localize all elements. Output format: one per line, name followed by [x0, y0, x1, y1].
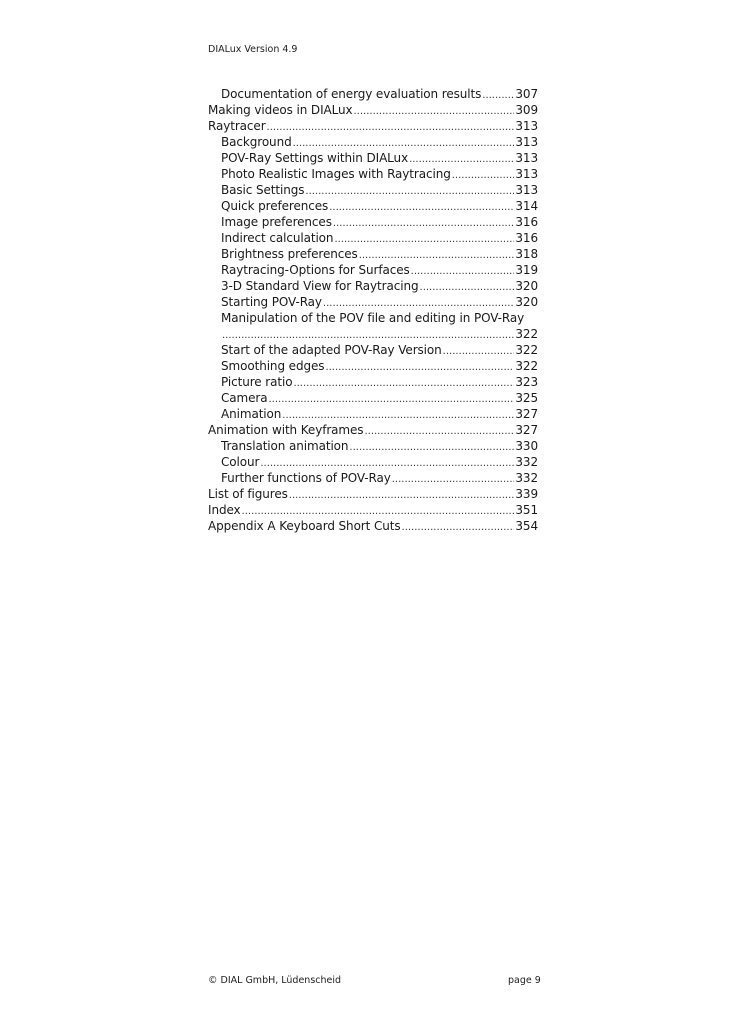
toc-entry-title: Smoothing edges	[221, 359, 325, 373]
toc-entry-title: Quick preferences	[221, 199, 329, 213]
toc-entry-page: 313	[515, 183, 538, 197]
toc-entry-page: 309	[515, 103, 538, 117]
toc-entry-page: 323	[515, 375, 538, 389]
toc-entry-title: Indirect calculation	[221, 231, 334, 245]
toc-entry-page: 322	[515, 327, 538, 341]
toc-entry-page: 330	[515, 439, 538, 453]
toc-entry[interactable]	[208, 518, 538, 534]
toc-leader-dots	[334, 232, 514, 248]
toc-entry[interactable]	[208, 278, 538, 294]
footer-page-number: page 9	[508, 975, 541, 986]
toc-entry-title: Picture ratio	[221, 375, 293, 389]
toc-entry-title: Background	[221, 135, 292, 149]
toc-leader-dots	[452, 168, 515, 184]
toc-entry[interactable]	[208, 454, 538, 470]
toc-entry-page: 313	[515, 151, 538, 165]
toc-entry-title: Photo Realistic Images with Raytracing	[221, 167, 451, 181]
toc-entry-title: Index	[208, 503, 241, 517]
toc-entry[interactable]	[208, 358, 538, 374]
toc-entry[interactable]	[208, 214, 538, 230]
toc-entry-page: 320	[515, 279, 538, 293]
toc-entry[interactable]	[208, 246, 538, 262]
toc-entry-page: 332	[515, 455, 538, 469]
toc-entry-page: 327	[515, 423, 538, 437]
toc-leader-dots	[325, 360, 514, 376]
toc-leader-dots	[392, 472, 515, 488]
toc-entry[interactable]	[208, 502, 538, 518]
toc-entry-title: Animation	[221, 407, 282, 421]
toc-entry-title: Appendix A Keyboard Short Cuts	[208, 519, 401, 533]
toc-leader-dots	[443, 344, 515, 360]
toc-entry-page: 319	[515, 263, 538, 277]
toc-entry-page: 316	[515, 215, 538, 229]
toc-entry-page: 316	[515, 231, 538, 245]
toc-entry[interactable]	[208, 150, 538, 166]
toc-entry-page: 339	[515, 487, 538, 501]
toc-entry[interactable]	[208, 134, 538, 150]
toc-entry-title: List of figures	[208, 487, 288, 501]
toc-entry[interactable]	[208, 390, 538, 406]
toc-entry-title: Raytracing-Options for Surfaces	[221, 263, 410, 277]
toc-entry-title: Animation with Keyframes	[208, 423, 364, 437]
toc-entry-title: Image preferences	[221, 215, 332, 229]
toc-leader-dots	[305, 184, 514, 200]
toc-entry-page: 318	[515, 247, 538, 261]
toc-entry-page: 307	[515, 87, 538, 101]
toc-entry[interactable]	[208, 310, 538, 342]
toc-entry[interactable]	[208, 86, 538, 102]
footer-copyright: © DIAL GmbH, Lüdenscheid	[208, 975, 342, 986]
toc-entry[interactable]	[208, 406, 538, 422]
toc-entry-title: Documentation of energy evaluation results	[221, 87, 482, 101]
toc-entry-title: Manipulation of the POV file and editing in POV-Ray	[221, 311, 525, 325]
toc-entry-page: 313	[515, 135, 538, 149]
toc-leader-dots	[269, 392, 515, 408]
toc-entry-page: 320	[515, 295, 538, 309]
toc-leader-dots	[267, 120, 515, 136]
toc-leader-dots	[293, 376, 514, 392]
toc-entry[interactable]	[208, 342, 538, 358]
toc-leader-dots	[329, 200, 514, 216]
toc-entry-page: 332	[515, 471, 538, 485]
toc-entry-page: 314	[515, 199, 538, 213]
toc-entry[interactable]	[208, 198, 538, 214]
toc-leader-dots	[364, 424, 514, 440]
toc-leader-dots	[289, 488, 515, 504]
toc-entry-page: 327	[515, 407, 538, 421]
toc-entry-title: Brightness preferences	[221, 247, 358, 261]
toc-entry-title: Start of the adapted POV-Ray Version	[221, 343, 442, 357]
toc-entry-title: Colour	[221, 455, 260, 469]
table-of-contents	[208, 86, 538, 534]
toc-entry-title: Starting POV-Ray	[221, 295, 322, 309]
running-header: DIALux Version 4.9	[208, 44, 298, 55]
toc-entry-page: 322	[515, 359, 538, 373]
toc-leader-dots	[402, 520, 515, 536]
toc-leader-dots	[411, 264, 515, 280]
toc-entry-page: 322	[515, 343, 538, 357]
toc-entry[interactable]	[208, 422, 538, 438]
toc-leader-dots	[333, 216, 515, 232]
toc-entry-title: Raytracer	[208, 119, 266, 133]
toc-entry-title: Basic Settings	[221, 183, 305, 197]
toc-entry[interactable]	[208, 118, 538, 134]
toc-leader-dots	[354, 104, 515, 120]
toc-entry-title: Camera	[221, 391, 268, 405]
toc-entry-title: Making videos in DIALux	[208, 103, 353, 117]
toc-leader-dots	[482, 88, 514, 104]
toc-entry[interactable]	[208, 374, 538, 390]
toc-entry[interactable]	[208, 486, 538, 502]
toc-leader-dots	[420, 280, 515, 296]
toc-entry-title: POV-Ray Settings within DIALux	[221, 151, 409, 165]
toc-leader-dots	[349, 440, 514, 456]
toc-entry-page: 325	[515, 391, 538, 405]
toc-entry[interactable]	[208, 182, 538, 198]
toc-entry[interactable]	[208, 262, 538, 278]
toc-entry-page: 351	[515, 503, 538, 517]
toc-entry[interactable]	[208, 230, 538, 246]
toc-entry-page: 313	[515, 167, 538, 181]
toc-entry-title: 3-D Standard View for Raytracing	[221, 279, 419, 293]
toc-entry[interactable]	[208, 102, 538, 118]
toc-entry-page: 313	[515, 119, 538, 133]
toc-entry-title: Further functions of POV-Ray	[221, 471, 391, 485]
toc-entry[interactable]	[208, 166, 538, 182]
toc-entry-page: 354	[515, 519, 538, 533]
toc-entry[interactable]	[208, 438, 538, 454]
toc-entry[interactable]	[208, 470, 538, 486]
toc-entry[interactable]	[208, 294, 538, 310]
toc-entry-title: Translation animation	[221, 439, 349, 453]
